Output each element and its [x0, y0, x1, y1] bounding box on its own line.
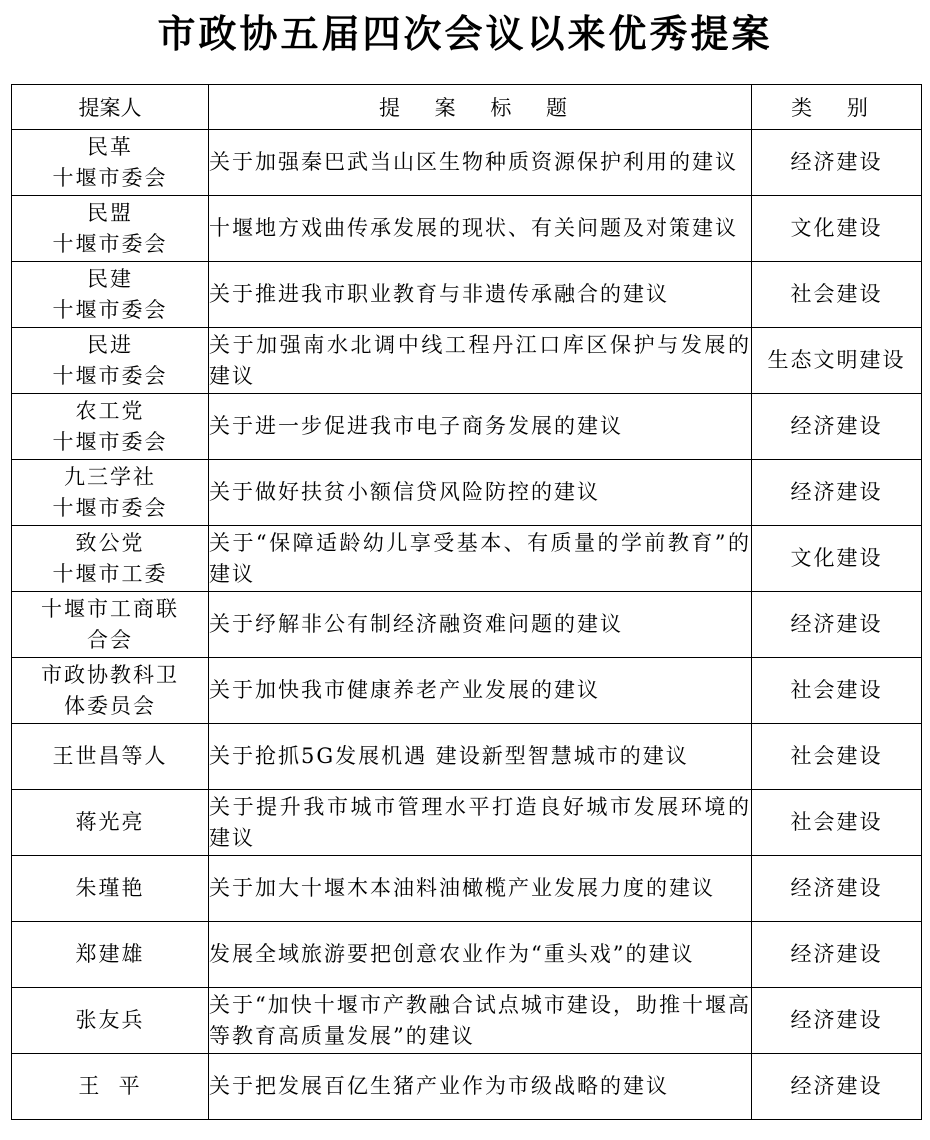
- proposer-cell: [12, 922, 209, 988]
- proposal-title-cell: 关于加大十堰木本油料油橄榄产业发展力度的建议: [209, 856, 752, 922]
- table-header-row: [12, 85, 922, 130]
- table-row: [12, 790, 922, 856]
- proposer-line: 十堰市委会: [52, 231, 168, 256]
- proposer-line: 民盟: [87, 200, 133, 225]
- proposer-cell: [12, 328, 209, 394]
- document-title: 市政协五届四次会议以来优秀提案: [157, 12, 773, 56]
- proposer-line: 致公党: [75, 530, 145, 555]
- proposer-line: 朱瑾艳: [75, 876, 145, 900]
- table-row: [12, 922, 922, 988]
- proposer-line: 体委员会: [64, 693, 156, 718]
- table-row: [12, 526, 922, 592]
- proposer-line: 合会: [87, 627, 133, 652]
- proposer-line: 市政协教科卫: [41, 662, 179, 687]
- category-cell: 经济建设: [752, 592, 922, 658]
- proposer-cell: [12, 856, 209, 922]
- proposer-cell: [12, 592, 209, 658]
- proposer-cell: [12, 724, 209, 790]
- proposal-title-cell: 关于提升我市城市管理水平打造良好城市发展环境的建议: [209, 790, 752, 856]
- proposer-line: 王世昌等人: [52, 744, 168, 768]
- table-row: [12, 196, 922, 262]
- category-cell: 社会建设: [752, 262, 922, 328]
- proposals-table: [11, 84, 922, 1120]
- table-body: [12, 130, 922, 1120]
- proposal-title-cell: 关于进一步促进我市电子商务发展的建议: [209, 394, 752, 460]
- table-row: [12, 262, 922, 328]
- proposal-title-cell: 关于纾解非公有制经济融资难问题的建议: [209, 592, 752, 658]
- proposal-title-cell: 发展全域旅游要把创意农业作为“重头戏”的建议: [209, 922, 752, 988]
- proposer-cell: [12, 130, 209, 196]
- category-cell: 经济建设: [752, 460, 922, 526]
- category-cell: 经济建设: [752, 988, 922, 1054]
- proposal-title-cell: 关于“保障适龄幼儿享受基本、有质量的学前教育”的建议: [209, 526, 752, 592]
- proposer-line: 民建: [87, 266, 133, 291]
- proposer-line: 郑建雄: [75, 942, 145, 966]
- category-cell: 社会建设: [752, 724, 922, 790]
- proposer-line: 民进: [87, 332, 133, 357]
- proposer-cell: [12, 394, 209, 460]
- table-row: [12, 658, 922, 724]
- category-cell: 社会建设: [752, 658, 922, 724]
- proposer-line: 王 平: [78, 1074, 142, 1098]
- proposer-line: 张友兵: [75, 1008, 145, 1032]
- proposer-cell: [12, 790, 209, 856]
- table-row: [12, 592, 922, 658]
- header-title: 提 案 标 题: [209, 85, 752, 130]
- proposer-line: 十堰市委会: [52, 429, 168, 454]
- proposal-title-cell: 关于加强南水北调中线工程丹江口库区保护与发展的建议: [209, 328, 752, 394]
- category-cell: 经济建设: [752, 922, 922, 988]
- proposer-line: 十堰市工委: [52, 561, 168, 586]
- proposer-line: 蒋光亮: [75, 810, 145, 834]
- proposer-cell: [12, 262, 209, 328]
- table-row: [12, 328, 922, 394]
- proposal-title-cell: 关于做好扶贫小额信贷风险防控的建议: [209, 460, 752, 526]
- category-cell: 经济建设: [752, 394, 922, 460]
- proposer-line: 十堰市委会: [52, 165, 168, 190]
- proposer-line: 农工党: [75, 398, 145, 423]
- proposal-title-cell: 关于推进我市职业教育与非遗传承融合的建议: [209, 262, 752, 328]
- proposer-line: 民革: [87, 134, 133, 159]
- proposer-cell: [12, 988, 209, 1054]
- table-row: [12, 130, 922, 196]
- proposer-line: 十堰市委会: [52, 297, 168, 322]
- proposer-cell: [12, 526, 209, 592]
- proposal-title-cell: 十堰地方戏曲传承发展的现状、有关问题及对策建议: [209, 196, 752, 262]
- proposal-title-cell: 关于把发展百亿生猪产业作为市级战略的建议: [209, 1054, 752, 1120]
- proposer-line: 十堰市委会: [52, 363, 168, 388]
- proposer-cell: [12, 658, 209, 724]
- category-cell: 文化建设: [752, 526, 922, 592]
- table-row: [12, 988, 922, 1054]
- proposer-cell: [12, 460, 209, 526]
- proposer-cell: [12, 196, 209, 262]
- proposal-title-cell: 关于“加快十堰市产教融合试点城市建设，助推十堰高等教育高质量发展”的建议: [209, 988, 752, 1054]
- table-row: [12, 856, 922, 922]
- proposer-cell: [12, 1054, 209, 1120]
- proposer-line: 十堰市工商联: [41, 596, 179, 621]
- header-category: 类 别: [752, 85, 922, 130]
- proposal-title-cell: 关于抢抓5G发展机遇 建设新型智慧城市的建议: [209, 724, 752, 790]
- table-row: [12, 394, 922, 460]
- category-cell: 经济建设: [752, 1054, 922, 1120]
- category-cell: 经济建设: [752, 856, 922, 922]
- proposer-line: 九三学社: [64, 464, 156, 489]
- category-cell: 文化建设: [752, 196, 922, 262]
- header-proposer: 提案人: [12, 85, 209, 130]
- table-row: [12, 1054, 922, 1120]
- category-cell: 生态文明建设: [752, 328, 922, 394]
- category-cell: 社会建设: [752, 790, 922, 856]
- table-row: [12, 724, 922, 790]
- proposer-line: 十堰市委会: [52, 495, 168, 520]
- proposal-title-cell: 关于加强秦巴武当山区生物种质资源保护利用的建议: [209, 130, 752, 196]
- table-row: [12, 460, 922, 526]
- category-cell: 经济建设: [752, 130, 922, 196]
- proposal-title-cell: 关于加快我市健康养老产业发展的建议: [209, 658, 752, 724]
